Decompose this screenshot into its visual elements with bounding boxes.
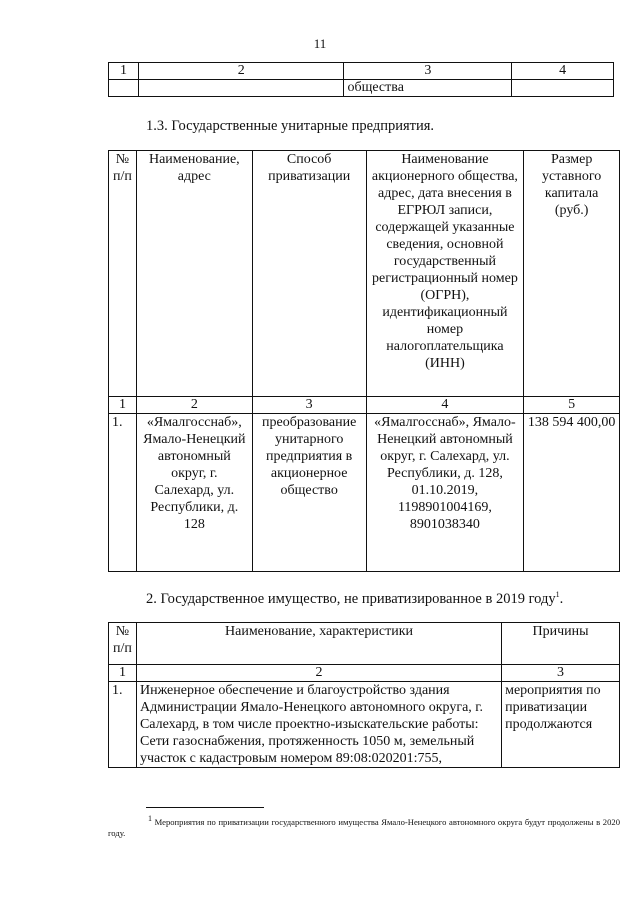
header-cell-number: № п/п [109,151,137,397]
header-cell-capital: Размер уставного капитала (руб.) [524,151,620,397]
table-row [109,414,620,572]
column-numbers-row [109,397,620,414]
column-number: 1 [109,63,139,80]
continuation-table [108,62,614,97]
row-number: 1. [109,682,137,768]
footnote-separator [146,807,264,808]
table-header-row [109,151,620,397]
header-cell-name: Наименование, адрес [136,151,252,397]
column-number: 3 [252,397,366,414]
table-cell: общества [344,80,512,97]
footnote-reference: 1 [555,590,560,599]
column-number: 3 [502,665,620,682]
footnote-mark: 1 [148,814,152,823]
unitary-enterprises-table [108,150,620,572]
column-number: 3 [344,63,512,80]
table-header-row [109,623,620,665]
column-number: 5 [524,397,620,414]
company-details: «Ямалгосснаб», Ямало-Ненецкий автономный округ, г. Салехард, ул. Республики, д. 128, 01.10.2019, 1198901004169, 8901038340 [366,414,524,572]
section-1-3-title: 1.3. Государственные унитарные предприятия. [146,118,435,134]
table-row [109,682,620,768]
footnote [108,813,620,839]
column-number: 2 [138,63,344,80]
column-number: 1 [109,665,137,682]
column-number: 1 [109,397,137,414]
column-numbers-row [109,665,620,682]
table-cell [512,80,614,97]
table-row [109,80,614,97]
page-number: 11 [313,36,327,51]
property-description: Инженерное обеспечение и благоустройство здания Администрации Ямало-Ненецкого автономного округа, г. Салехард, в том числе проектно-изыскательские работы: Сети газоснабжения, протяженность 1050 м, земельный участок с кадастровым номером 89:08:020201:755, [136,682,501,768]
header-cell-description: Наименование, характеристики [136,623,501,665]
table-header-row [109,63,614,80]
row-number: 1. [109,414,137,572]
footnote-text: Мероприятия по приватизации государственного имущества Ямало-Ненецкого автономного округа будут продолжены в 2020 году. [108,816,620,838]
column-number: 2 [136,397,252,414]
non-privatization-reason: мероприятия по приватизации продолжаются [502,682,620,768]
privatization-method: преобразование унитарного предприятия в акционерное общество [252,414,366,572]
enterprise-name: «Ямалгосснаб», Ямало-Ненецкий автономный округ, г. Салехард, ул. Республики, д. 128 [136,414,252,572]
property-table [108,622,620,768]
header-cell-reason: Причины [502,623,620,665]
table-cell [138,80,344,97]
header-cell-number: № п/п [109,623,137,665]
header-cell-method: Способ приватизации [252,151,366,397]
column-number: 4 [366,397,524,414]
column-number: 4 [512,63,614,80]
column-number: 2 [136,665,501,682]
authorized-capital: 138 594 400,00 [524,414,620,572]
table-cell [109,80,139,97]
header-cell-company: Наименование акционерного общества, адрес, дата внесения в ЕГРЮЛ записи, содержащей указанные сведения, основной государственный регистрационный номер (ОГРН), идентификационный номер налогоплательщика (ИНН) [366,151,524,397]
section-2-title: 2. Государственное имущество, не приватизированное в 2019 году$^1$. [146,590,564,607]
